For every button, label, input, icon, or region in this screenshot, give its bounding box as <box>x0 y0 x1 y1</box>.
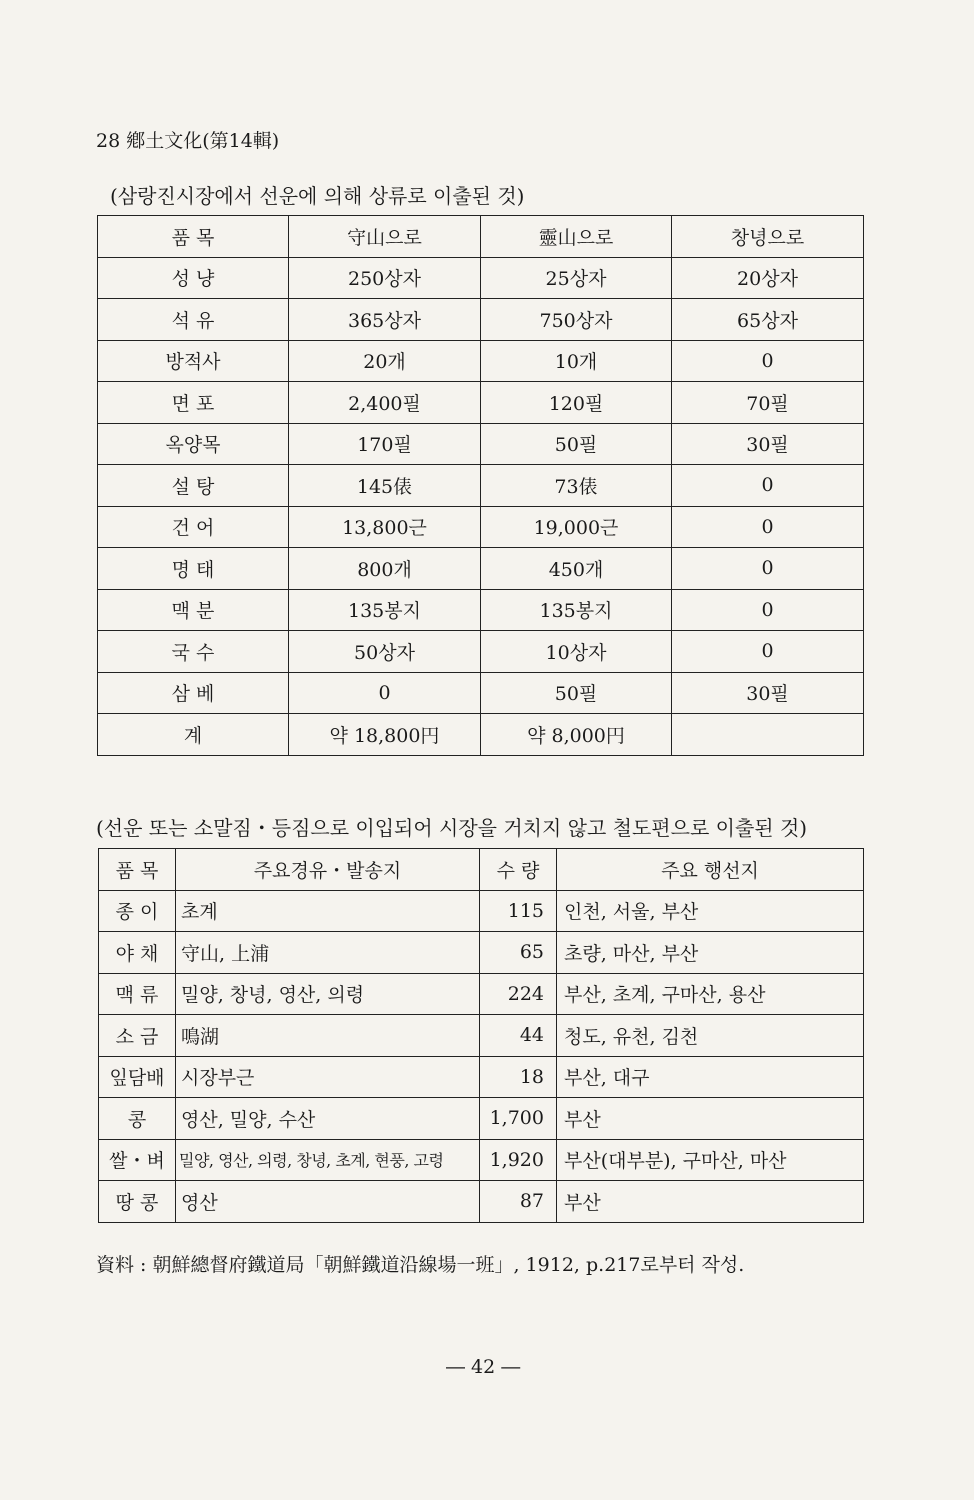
table-row <box>99 1098 864 1140</box>
table-cell: 면 포 <box>98 382 289 424</box>
table-cell: 성 냥 <box>98 257 289 299</box>
table-cell: 13,800근 <box>289 506 481 548</box>
table-cell: 0 <box>672 589 864 631</box>
table-cell: 250상자 <box>289 257 481 299</box>
table2-caption: (선운 또는 소말짐・등짐으로 이입되어 시장을 거치지 않고 철도편으로 이출된 것) <box>96 816 808 840</box>
table-row <box>98 382 864 424</box>
table-cell: 삼 베 <box>98 672 289 714</box>
rail-export-table <box>98 848 864 1223</box>
table-cell: 설 탕 <box>98 465 289 507</box>
table-row <box>99 890 864 932</box>
table-cell: 1,700 <box>480 1098 557 1140</box>
table-cell: 70필 <box>672 382 864 424</box>
table1-header-cell: 守山으로 <box>289 216 481 258</box>
table-cell: 450개 <box>481 548 672 590</box>
table-cell: 30필 <box>672 423 864 465</box>
table-cell: 87 <box>480 1181 557 1223</box>
table-cell: 잎담배 <box>99 1056 176 1098</box>
table1-header-row <box>98 216 864 258</box>
table-cell: 청도, 유천, 김천 <box>557 1015 864 1057</box>
table-cell: 인천, 서울, 부산 <box>557 890 864 932</box>
table-cell: 30필 <box>672 672 864 714</box>
table-cell: 시장부근 <box>176 1056 480 1098</box>
table-row <box>99 1056 864 1098</box>
table-cell: 밀양, 영산, 의령, 창녕, 초계, 현풍, 고령 <box>176 1139 480 1181</box>
table-cell: 0 <box>289 672 481 714</box>
table-row <box>98 299 864 341</box>
table-cell: 0 <box>672 631 864 673</box>
table-cell: 종 이 <box>99 890 176 932</box>
table-cell: 50필 <box>481 423 672 465</box>
table-cell: 부산, 초계, 구마산, 용산 <box>557 973 864 1015</box>
table-cell: 135봉지 <box>481 589 672 631</box>
table-cell <box>672 714 864 756</box>
table-row <box>98 257 864 299</box>
table-row <box>99 1181 864 1223</box>
table-cell: 국 수 <box>98 631 289 673</box>
table-cell: 부산 <box>557 1098 864 1140</box>
table-cell: 750상자 <box>481 299 672 341</box>
table1-header-cell: 품 목 <box>98 216 289 258</box>
table-cell: 약 8,000円 <box>481 714 672 756</box>
table-row <box>98 340 864 382</box>
page-number: ― 42 ― <box>446 1356 521 1378</box>
table-cell: 방적사 <box>98 340 289 382</box>
table-cell: 守山, 上浦 <box>176 932 480 974</box>
table-cell: 135봉지 <box>289 589 481 631</box>
table-cell: 밀양, 창녕, 영산, 의령 <box>176 973 480 1015</box>
table2-header-cell: 주요 행선지 <box>557 849 864 891</box>
table-cell: 65상자 <box>672 299 864 341</box>
table-cell: 0 <box>672 340 864 382</box>
table-cell: 10개 <box>481 340 672 382</box>
table-cell: 73俵 <box>481 465 672 507</box>
table-row <box>98 506 864 548</box>
table-cell: 1,920 <box>480 1139 557 1181</box>
table2-header-cell: 수 량 <box>480 849 557 891</box>
table-row <box>99 1139 864 1181</box>
table1-header-cell: 靈山으로 <box>481 216 672 258</box>
table-cell: 800개 <box>289 548 481 590</box>
table1-caption: (삼랑진시장에서 선운에 의해 상류로 이출된 것) <box>110 184 525 208</box>
table-cell: 18 <box>480 1056 557 1098</box>
table-cell: 건 어 <box>98 506 289 548</box>
table1-header-cell: 창녕으로 <box>672 216 864 258</box>
table-cell: 2,400필 <box>289 382 481 424</box>
table-cell: 25상자 <box>481 257 672 299</box>
table-cell: 50상자 <box>289 631 481 673</box>
table-cell: 10상자 <box>481 631 672 673</box>
source-note: 資料 : 朝鮮總督府鐵道局「朝鮮鐵道沿線場一班」, 1912, p.217로부터 작성. <box>96 1254 745 1276</box>
table-cell: 석 유 <box>98 299 289 341</box>
table-cell: 0 <box>672 465 864 507</box>
table-cell: 44 <box>480 1015 557 1057</box>
table-cell: 옥양목 <box>98 423 289 465</box>
table-row <box>98 423 864 465</box>
table-row <box>98 672 864 714</box>
table-cell: 115 <box>480 890 557 932</box>
table-cell: 65 <box>480 932 557 974</box>
table-cell: 0 <box>672 506 864 548</box>
table-cell: 소 금 <box>99 1015 176 1057</box>
table2-header-row <box>99 849 864 891</box>
table-cell: 부산, 대구 <box>557 1056 864 1098</box>
table-row <box>98 589 864 631</box>
table-row <box>98 714 864 756</box>
table-cell: 초량, 마산, 부산 <box>557 932 864 974</box>
table-row <box>99 932 864 974</box>
table-cell: 20개 <box>289 340 481 382</box>
table-row <box>99 973 864 1015</box>
table-cell: 0 <box>672 548 864 590</box>
table-cell: 영산, 밀양, 수산 <box>176 1098 480 1140</box>
table-cell: 초계 <box>176 890 480 932</box>
table-cell: 224 <box>480 973 557 1015</box>
table-cell: 鳴湖 <box>176 1015 480 1057</box>
table-cell: 50필 <box>481 672 672 714</box>
table-cell: 쌀・벼 <box>99 1139 176 1181</box>
table-cell: 땅 콩 <box>99 1181 176 1223</box>
table-cell: 145俵 <box>289 465 481 507</box>
table-cell: 약 18,800円 <box>289 714 481 756</box>
table2-header-cell: 품 목 <box>99 849 176 891</box>
table-cell: 계 <box>98 714 289 756</box>
table-cell: 170필 <box>289 423 481 465</box>
table-cell: 부산(대부분), 구마산, 마산 <box>557 1139 864 1181</box>
table-cell: 맥 류 <box>99 973 176 1015</box>
table-cell: 명 태 <box>98 548 289 590</box>
table2-header-cell: 주요경유・발송지 <box>176 849 480 891</box>
table-row <box>98 631 864 673</box>
upstream-export-table <box>97 215 864 756</box>
table-row <box>99 1015 864 1057</box>
table-cell: 365상자 <box>289 299 481 341</box>
running-header: 28 鄕土文化(第14輯) <box>96 130 280 152</box>
table-cell: 영산 <box>176 1181 480 1223</box>
table-row <box>98 465 864 507</box>
table-cell: 120필 <box>481 382 672 424</box>
table-cell: 부산 <box>557 1181 864 1223</box>
table-cell: 19,000근 <box>481 506 672 548</box>
table-cell: 맥 분 <box>98 589 289 631</box>
table-cell: 야 채 <box>99 932 176 974</box>
table-row <box>98 548 864 590</box>
table-cell: 20상자 <box>672 257 864 299</box>
table-cell: 콩 <box>99 1098 176 1140</box>
